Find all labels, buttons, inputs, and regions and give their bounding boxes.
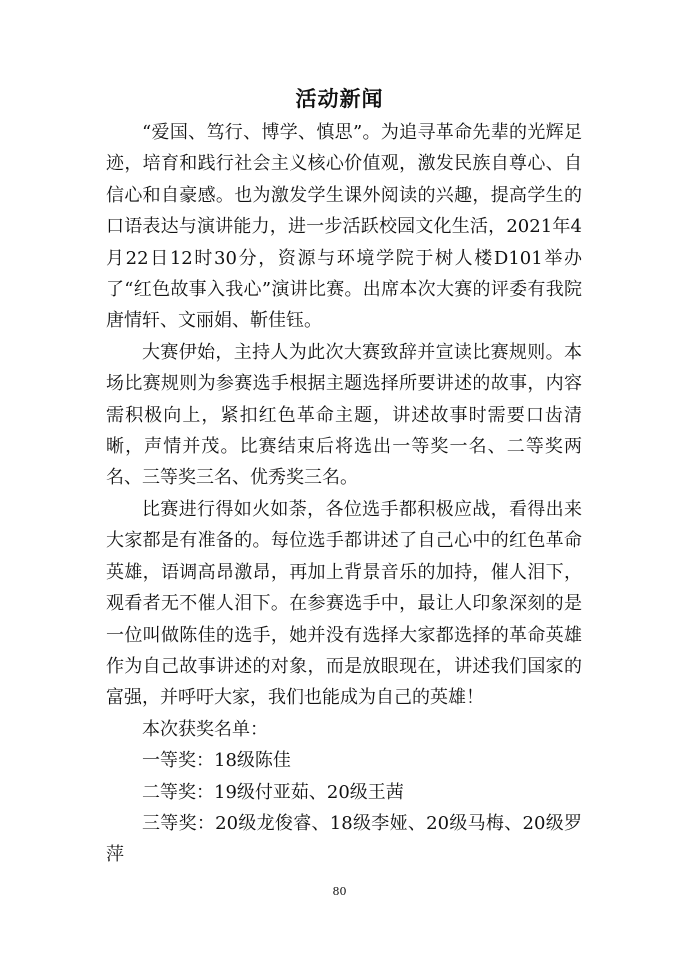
paragraph-intro: “爱国、笃行、博学、慎思”。为追寻革命先辈的光辉足迹，培育和践行社会主义核心价值观，激发民族自尊心、自信心和自豪感。也为激发学生课外阅读的兴趣，提高学生的口语表达与演讲能力，进一步活跃校园文化生活，2021年4月22日12时30分，资源与环境学院于树人楼D101举办了“红色故事入我心”演讲比赛。出席本次大赛的评委有我院唐情轩、文丽娟、靳佳钰。 [106,122,582,332]
paragraph-competition: 比赛进行得如火如荼，各位选手都积极应战，看得出来大家都是有准备的。每位选手都讲述了自己心中的红色革命英雄，语调高昂激昂，再加上背景音乐的加持，催人泪下，观看者无不催人泪下。在参赛选手中，最让人印象深刻的是一位叫做陈佳的选手，她并没有选择大家都选择的革命英雄作为自己故事讲述的对象，而是放眼现在，讲述我们国家的富强，并呼吁大家，我们也能成为自己的英雄！ [106,498,582,709]
award-second-prize: 二等奖：19级付亚茹、20级王茜 [142,781,404,803]
page-title: 活动新闻 [295,87,384,111]
paragraph-rules: 大赛伊始，主持人为此次大赛致辞并宣读比赛规则。本场比赛规则为参赛选手根据主题选择所要讲述的故事，内容需积极向上，紧扣红色革命主题，讲述故事时需要口齿清晰，声情并茂。比赛结束后将选出一等奖一名、二等奖两名、三等奖三名、优秀奖三名。 [106,341,582,489]
award-third-prize: 三等奖：20级龙俊睿、18级李娅、20级马梅、20级罗萍 [106,812,582,866]
award-list [106,714,582,871]
award-first-prize: 一等奖：18级陈佳 [142,750,291,772]
page-number: 80 [332,885,347,898]
award-list-heading: 本次获奖名单： [142,718,268,740]
article-body [106,117,582,871]
